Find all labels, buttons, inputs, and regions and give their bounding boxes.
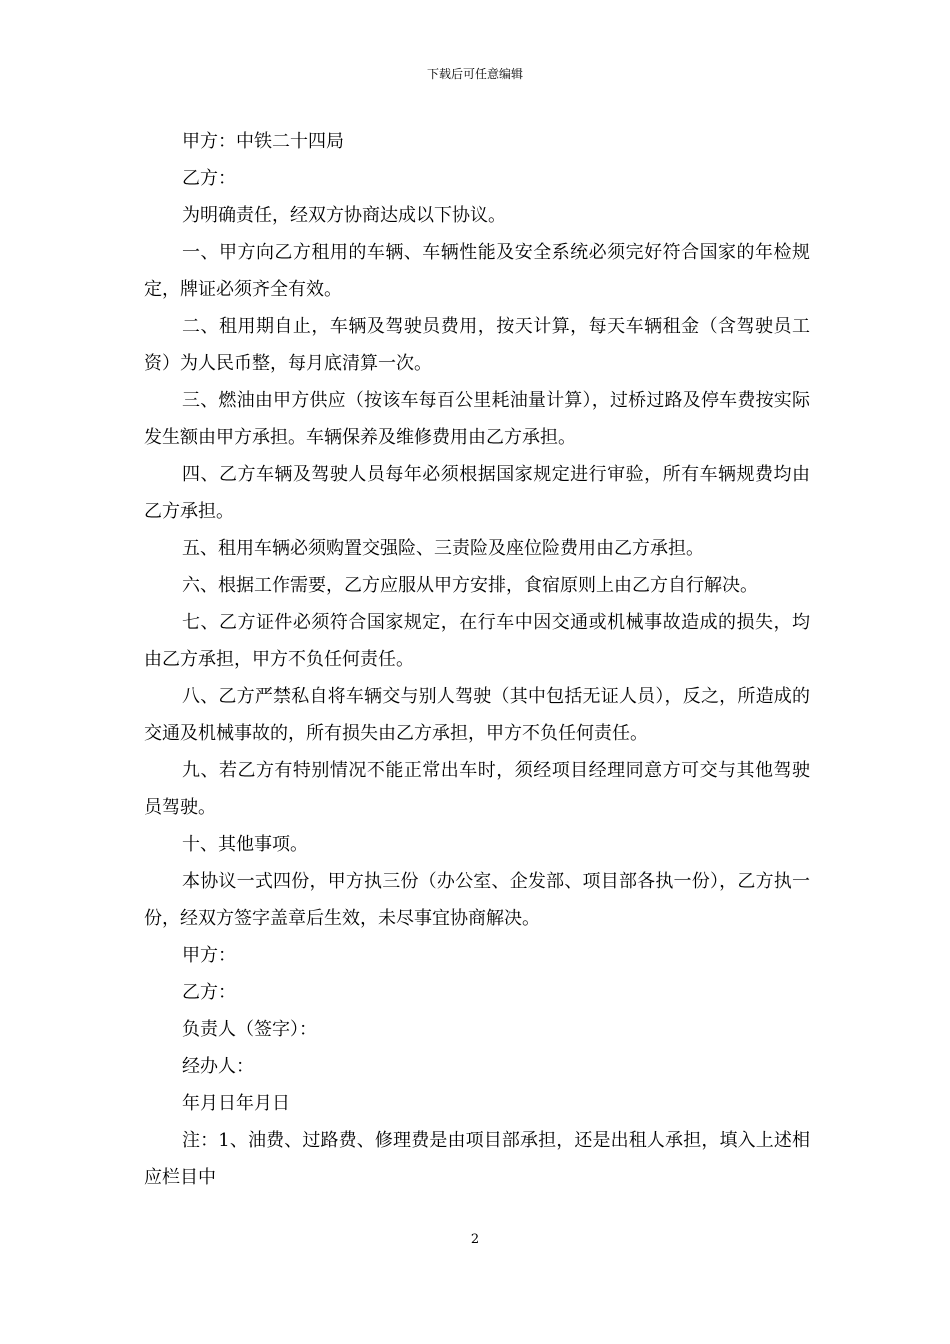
- clause-3: 三、燃油由甲方供应（按该车每百公里耗油量计算），过桥过路及停车费按实际发生额由甲方承担。车辆保养及维修费用由乙方承担。: [144, 390, 810, 448]
- signature-party-b: 乙方：: [182, 982, 236, 1003]
- signature-party-a: 甲方：: [182, 945, 236, 966]
- signature-dates: 年月日年月日: [182, 1093, 290, 1114]
- party-a-line: 甲方：中铁二十四局: [182, 131, 344, 152]
- note: 注：1、油费、过路费、修理费是由项目部承担，还是出租人承担，填入上述相应栏目中: [144, 1130, 810, 1188]
- signature-handler: 经办人：: [182, 1056, 254, 1077]
- party-b-line: 乙方：: [182, 168, 236, 189]
- clause-4: 四、乙方车辆及驾驶人员每年必须根据国家规定进行审验，所有车辆规费均由乙方承担。: [144, 464, 810, 522]
- page-header: 下载后可任意编辑: [426, 67, 523, 81]
- preamble: 为明确责任，经双方协商达成以下协议。: [182, 205, 506, 226]
- clause-7: 七、乙方证件必须符合国家规定，在行车中因交通或机械事故造成的损失，均由乙方承担，甲方不负任何责任。: [144, 612, 810, 670]
- clause-10: 十、其他事项。: [182, 834, 308, 855]
- clause-9: 九、若乙方有特别情况不能正常出车时，须经项目经理同意方可交与其他驾驶员驾驶。: [144, 760, 810, 818]
- clause-2: 二、租用期自止，车辆及驾驶员费用，按天计算，每天车辆租金（含驾驶员工资）为人民币整，每月底清算一次。: [144, 316, 810, 374]
- clause-1: 一、甲方向乙方租用的车辆、车辆性能及安全系统必须完好符合国家的年检规定，牌证必须齐全有效。: [144, 242, 810, 300]
- document-body: [144, 123, 810, 1196]
- clause-5: 五、租用车辆必须购置交强险、三责险及座位险费用由乙方承担。: [182, 538, 704, 559]
- clause-8: 八、乙方严禁私自将车辆交与别人驾驶（其中包括无证人员），反之，所造成的交通及机械事故的，所有损失由乙方承担，甲方不负任何责任。: [144, 686, 810, 744]
- clause-6: 六、根据工作需要，乙方应服从甲方安排，食宿原则上由乙方自行解决。: [182, 575, 758, 596]
- page-number: 2: [470, 1232, 480, 1247]
- signature-responsible-person: 负责人（签字）：: [182, 1019, 317, 1040]
- copies-clause: 本协议一式四份，甲方执三份（办公室、企发部、项目部各执一份），乙方执一份，经双方签字盖章后生效，未尽事宜协商解决。: [144, 871, 810, 929]
